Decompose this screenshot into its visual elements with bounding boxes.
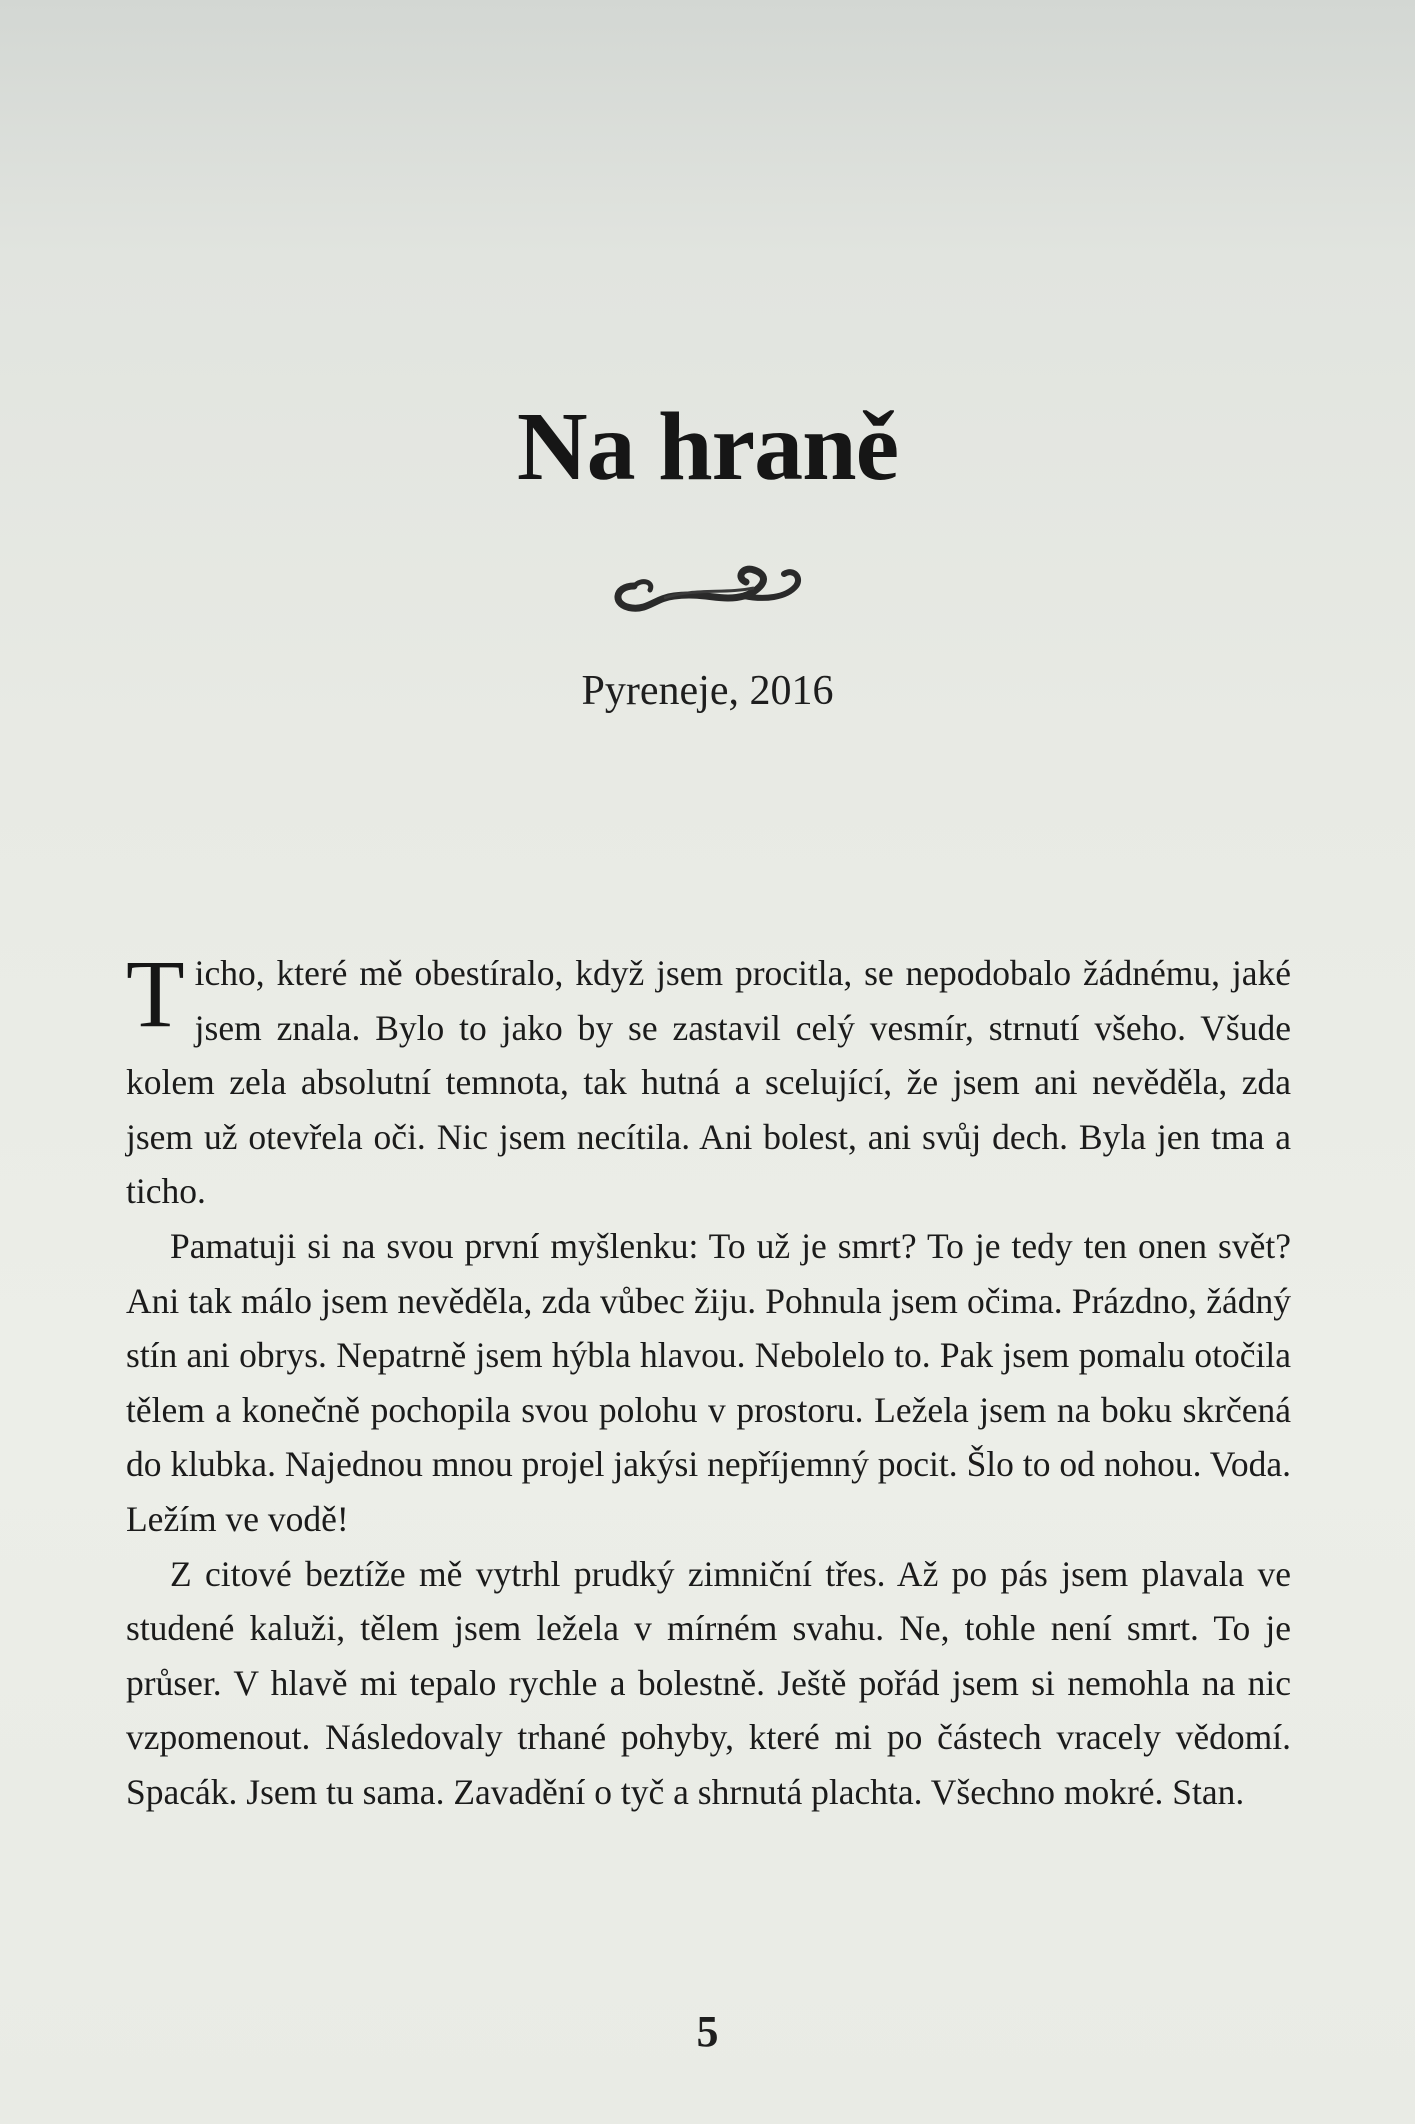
drop-cap: T xyxy=(126,940,185,1047)
chapter-subtitle: Pyreneje, 2016 xyxy=(581,668,834,714)
chapter-body xyxy=(126,940,1291,1820)
paragraph-3: Z citové beztíže mě vytrhl prudký zimniční třes. Až po pás jsem plavala ve studené kaluži, tělem jsem ležela v mírném svahu. Ne, tohle není smrt. To je průser. V hlavě mi tepalo rychle a bolestně. Ještě pořád jsem si nemohla na nic vzpomenout. Následovaly trhané pohyby, které mi po částech vracely vědomí. Spacák. Jsem tu sama. Zavadění o tyč a shrnutá plachta. Všechno mokré. Stan. xyxy=(126,1553,1291,1812)
chapter-title: Na hraně xyxy=(516,393,899,501)
paragraph-1 xyxy=(126,940,1291,1219)
page-number: 5 xyxy=(696,2007,719,2056)
paragraph-1-text: icho, které mě obestíralo, když jsem procitla, se nepodobalo žádnému, jaké jsem znala. Bylo to jako by se zastavil celý vesmír, strnutí všeho. Všude kolem zela absolutní temnota, tak hutná a scelující, že jsem ani nevěděla, zda jsem už otevřela oči. Nic jsem necítila. Ani bolest, ani svůj dech. Byla jen tma a ticho. xyxy=(126,953,1291,1212)
paragraph-2: Pamatuji si na svou první myšlenku: To už je smrt? To je tedy ten onen svět? Ani tak málo jsem nevěděla, zda vůbec žiju. Pohnula jsem očima. Prázdno, žádný stín ani obrys. Nepatrně jsem hýbla hlavou. Nebolelo to. Pak jsem pomalu otočila tělem a konečně pochopila svou polohu v prostoru. Ležela jsem na boku skrčená do klubka. Najednou mnou projel jakýsi nepříjemný pocit. Šlo to od nohou. Voda. Ležím ve vodě! xyxy=(126,1225,1291,1539)
flourish-ornament-icon xyxy=(604,548,814,618)
